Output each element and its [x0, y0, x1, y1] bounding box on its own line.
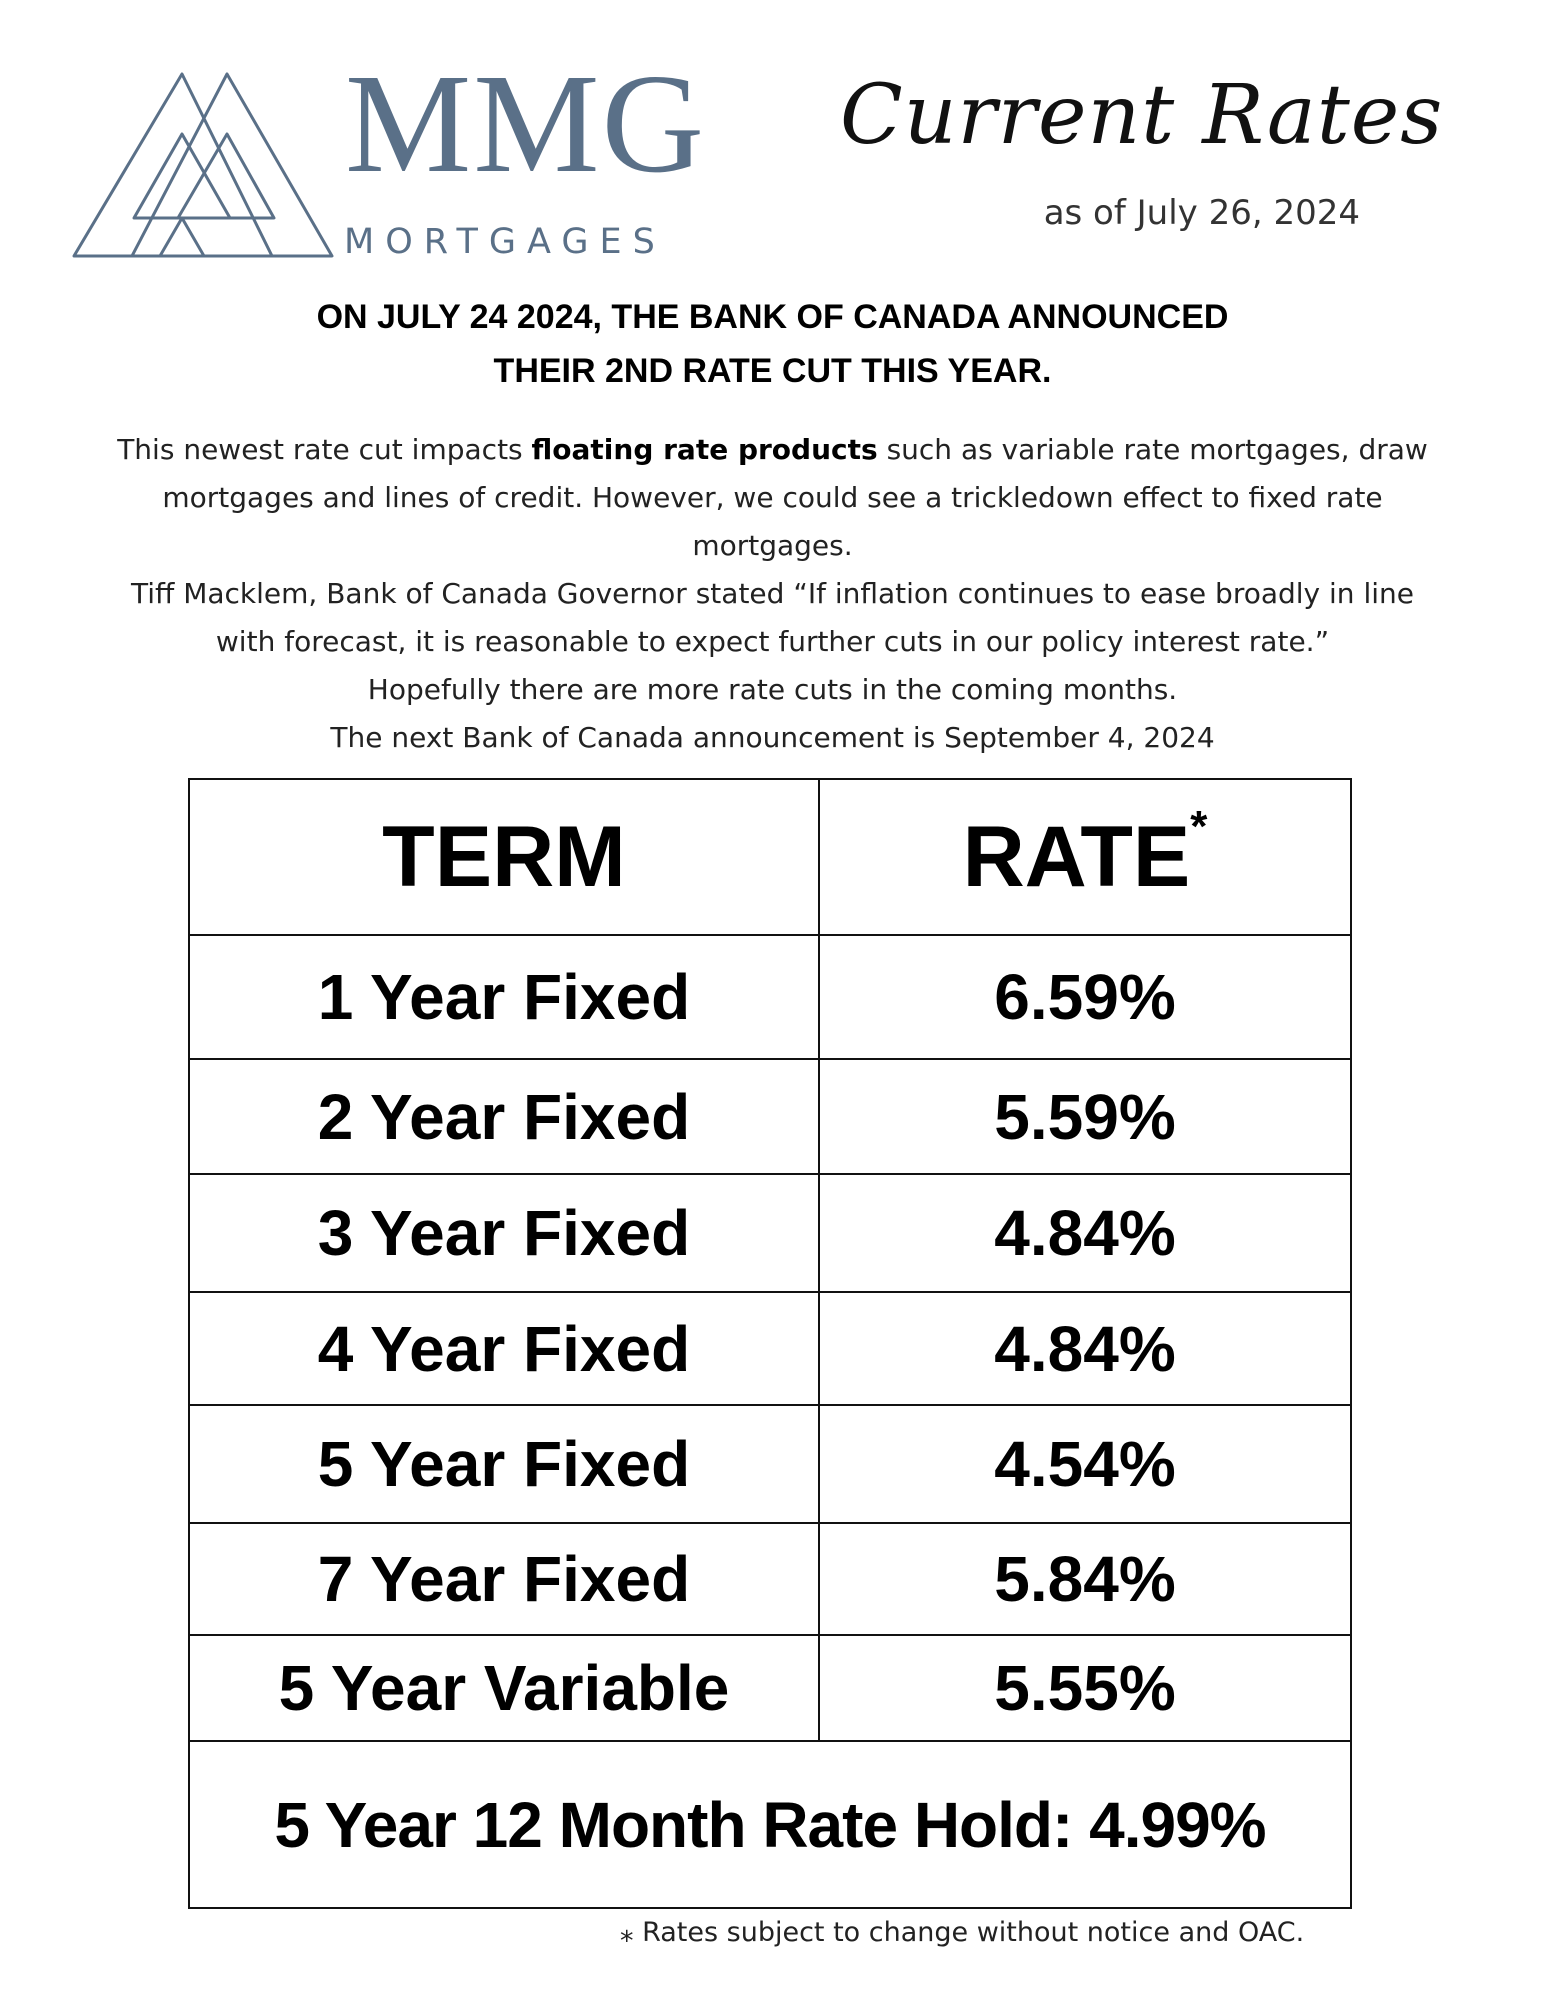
- page-title: Current Rates: [840, 68, 1444, 163]
- table-row: [189, 1405, 1351, 1523]
- intro-paragraph-4: The next Bank of Canada announcement is September 4, 2024: [330, 721, 1215, 754]
- term-header-label: TERM: [382, 808, 626, 905]
- table-row: [189, 1292, 1351, 1405]
- term-cell: 7 Year Fixed: [189, 1523, 819, 1635]
- intro-text-segment: such as variable rate mortgages, draw mortgages and lines of credit. However, we could see a trickledown effect to fixed rate mortgages.: [162, 433, 1428, 562]
- rate-cell: 6.59%: [819, 935, 1351, 1059]
- logo-subtitle: MORTGAGES: [344, 222, 666, 262]
- table-row: [189, 1635, 1351, 1741]
- table-row: [189, 1174, 1351, 1292]
- asterisk-mark: *: [1190, 801, 1208, 851]
- table-row: [189, 1059, 1351, 1174]
- rate-cell: 4.54%: [819, 1405, 1351, 1523]
- rate-column-header: [819, 779, 1351, 935]
- rate-header-label: RATE: [962, 808, 1191, 905]
- term-cell: 5 Year Fixed: [189, 1405, 819, 1523]
- rate-cell: 5.84%: [819, 1523, 1351, 1635]
- term-column-header: [189, 779, 819, 935]
- table-row: [189, 1523, 1351, 1635]
- headline-line-2: THEIR 2ND RATE CUT THIS YEAR.: [493, 352, 1052, 390]
- rate-hold-row: [189, 1741, 1351, 1908]
- table-row: [189, 935, 1351, 1059]
- intro-emphasis: floating rate products: [531, 433, 878, 466]
- as-of-date: as of July 26, 2024: [1043, 193, 1360, 233]
- term-cell: 1 Year Fixed: [189, 935, 819, 1059]
- mmg-logo-icon: [72, 70, 334, 260]
- intro-paragraph-1: [100, 426, 1445, 570]
- intro-text-segment: This newest rate cut impacts: [117, 433, 532, 466]
- term-cell: 3 Year Fixed: [189, 1174, 819, 1292]
- footnote: ⁎ Rates subject to change without notice and OAC.: [620, 1917, 1305, 1948]
- rate-cell: 4.84%: [819, 1174, 1351, 1292]
- term-cell: 5 Year Variable: [189, 1635, 819, 1741]
- intro-paragraph-2: Tiff Macklem, Bank of Canada Governor stated “If inflation continues to ease broadly in line with forecast, it is reasonable to expect further cuts in our policy interest rate.”: [131, 577, 1414, 658]
- rate-cell: 5.59%: [819, 1059, 1351, 1174]
- intro-paragraph-3: Hopefully there are more rate cuts in the coming months.: [367, 673, 1178, 706]
- intro-text: [100, 426, 1445, 762]
- rate-cell: 4.84%: [819, 1292, 1351, 1405]
- logo-wordmark: MMG: [345, 44, 707, 202]
- headline-line-1: ON JULY 24 2024, THE BANK OF CANADA ANNOUNCED: [316, 298, 1229, 336]
- rates-table: [188, 778, 1352, 1909]
- term-cell: 2 Year Fixed: [189, 1059, 819, 1174]
- rate-hold-cell: 5 Year 12 Month Rate Hold: 4.99%: [189, 1741, 1351, 1908]
- table-header-row: [189, 779, 1351, 935]
- term-cell: 4 Year Fixed: [189, 1292, 819, 1405]
- rate-cell: 5.55%: [819, 1635, 1351, 1741]
